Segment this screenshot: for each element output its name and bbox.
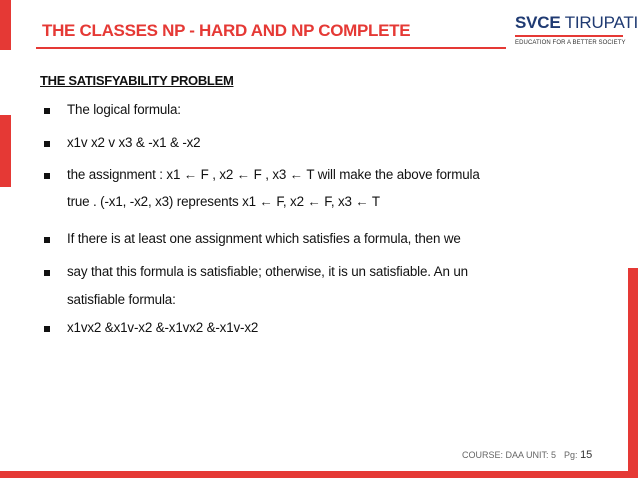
logo-brand-light: TIRUPATI: [564, 13, 638, 32]
bullet-text: the assignment : x1 ← F , x2 ← F , x3 ← T will make the above formula: [67, 167, 480, 182]
bullet-text: x1v x2 v x3 & -x1 & -x2: [67, 135, 201, 150]
accent-bar-bottom: [0, 471, 638, 478]
bullet-marker: [44, 237, 50, 243]
title-underline: [36, 47, 506, 49]
page-number: 15: [580, 449, 593, 461]
bullet-text-continuation: satisfiable formula:: [67, 292, 176, 307]
slide-footer: [462, 449, 592, 461]
logo-tagline: EDUCATION FOR A BETTER SOCIETY: [515, 40, 626, 46]
bullet-text: x1vx2 &x1v-x2 &-x1vx2 &-x1v-x2: [67, 320, 259, 335]
accent-bar-left-top: [0, 0, 11, 50]
bullet-marker: [44, 108, 50, 114]
bullet-marker: [44, 141, 50, 147]
bullet-marker: [44, 173, 50, 179]
accent-bar-left-mid: [0, 115, 11, 187]
bullet-text: If there is at least one assignment which satisfies a formula, then we: [67, 231, 461, 246]
bullet-marker: [44, 270, 50, 276]
slide-title: THE CLASSES NP - HARD AND NP COMPLETE: [42, 21, 411, 40]
bullet-text: The logical formula:: [67, 102, 181, 117]
page-label: Pg:: [564, 450, 578, 460]
bullet-marker: [44, 326, 50, 332]
bullet-text: say that this formula is satisfiable; otherwise, it is un satisfiable. An un: [67, 264, 468, 279]
logo-brand-bold: SVCE: [515, 13, 561, 32]
accent-bar-right: [628, 268, 638, 478]
logo-divider: [515, 35, 623, 37]
course-info: COURSE: DAA UNIT: 5: [462, 450, 557, 460]
bullet-text-continuation: true . (-x1, -x2, x3) represents x1 ← F, x2 ← F, x3 ← T: [67, 194, 380, 209]
section-heading: THE SATISFYABILITY PROBLEM: [40, 73, 234, 88]
institution-logo: [515, 13, 638, 55]
